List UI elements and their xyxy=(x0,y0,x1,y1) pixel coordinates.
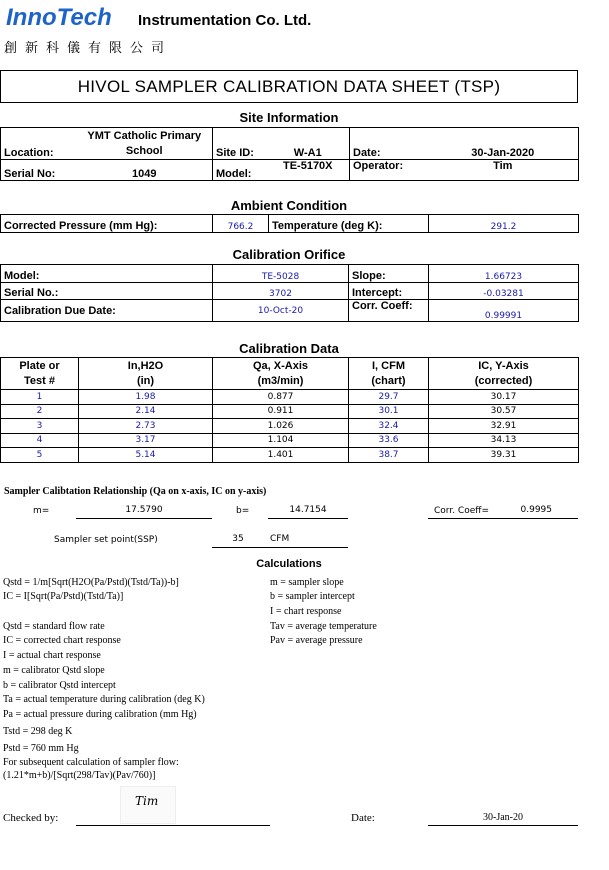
def-tstd: Tstd = 298 deg K xyxy=(3,726,73,737)
cell-inh2o: 2.73 xyxy=(79,419,213,434)
header-qa-unit: (m3/min) xyxy=(213,374,349,390)
header-in-unit: (in) xyxy=(79,374,213,390)
brand-logo: InnoTech xyxy=(6,4,112,31)
ssp-unit: CFM xyxy=(264,532,348,548)
cell-ic: 32.91 xyxy=(429,419,579,434)
serial-value: 1049 xyxy=(77,160,213,181)
orifice-serial-value: 3702 xyxy=(213,283,349,300)
location-value: YMT Catholic Primary School xyxy=(77,128,213,160)
calibration-due-label: Calibration Due Date: xyxy=(1,300,213,322)
b-label: b= xyxy=(236,506,250,516)
table-row xyxy=(1,390,579,405)
corrected-pressure-value: 766.2 xyxy=(213,215,269,233)
orifice-model-label: Model: xyxy=(1,265,213,283)
def-sampler-intercept: b = sampler intercept xyxy=(270,591,355,602)
cell-i: 30.1 xyxy=(349,404,429,419)
header-chart-unit: (chart) xyxy=(349,374,429,390)
checked-by-line xyxy=(76,825,270,826)
def-sampler-slope: m = sampler slope xyxy=(270,577,344,588)
def-tav: Tav = average temperature xyxy=(270,621,377,632)
orifice-corr-value: 0.99991 xyxy=(429,300,579,322)
calibration-orifice-table xyxy=(0,264,579,322)
m-value: 17.5790 xyxy=(76,503,212,519)
site-information-heading: Site Information xyxy=(239,110,339,125)
cell-i: 32.4 xyxy=(349,419,429,434)
ssp-label: Sampler set point(SSP) xyxy=(54,535,158,545)
relationship-corr-value: 0.9995 xyxy=(428,503,578,519)
company-name: Instrumentation Co. Ltd. xyxy=(138,12,312,29)
cell-ic: 30.57 xyxy=(429,404,579,419)
def-chart-response: I = chart response xyxy=(270,606,342,617)
ssp-value: 35 xyxy=(212,532,264,548)
formula-ic: IC = I[Sqrt(Pa/Pstd)(Tstd/Ta)] xyxy=(3,591,124,602)
def-b: b = calibrator Qstd intercept xyxy=(3,680,116,691)
cell-qa: 1.104 xyxy=(213,433,349,448)
calibration-data-heading: Calibration Data xyxy=(239,341,339,356)
relationship-corr-label: Corr. Coeff= xyxy=(434,506,489,516)
site-id-value: W-A1 xyxy=(267,128,350,160)
cell-test: 3 xyxy=(1,419,79,434)
subsequent-note: For subsequent calculation of sampler flow: xyxy=(3,757,179,768)
slope-value: 1.66723 xyxy=(429,265,579,283)
cell-i: 29.7 xyxy=(349,390,429,405)
temperature-value: 291.2 xyxy=(429,215,579,233)
cell-inh2o: 3.17 xyxy=(79,433,213,448)
header-test: Test # xyxy=(1,374,79,390)
calibration-orifice-heading: Calibration Orifice xyxy=(232,247,346,262)
operator-value: Tim xyxy=(428,160,579,181)
def-ic: IC = corrected chart response xyxy=(3,635,121,646)
def-i: I = actual chart response xyxy=(3,650,101,661)
temperature-label: Temperature (deg K): xyxy=(269,215,429,233)
header-corrected-unit: (corrected) xyxy=(429,374,579,390)
relationship-heading: Sampler Calibtation Relationship (Qa on x-axis, IC on y-axis) xyxy=(4,486,267,497)
calibration-data-table xyxy=(0,357,579,463)
cell-qa: 0.911 xyxy=(213,404,349,419)
intercept-value: -0.03281 xyxy=(429,283,579,300)
orifice-corr-label: Corr. Coeff: xyxy=(349,300,429,322)
cell-i: 38.7 xyxy=(349,448,429,463)
def-pav: Pav = average pressure xyxy=(270,635,363,646)
cell-i: 33.6 xyxy=(349,433,429,448)
cell-inh2o: 5.14 xyxy=(79,448,213,463)
formula-qstd: Qstd = 1/m[Sqrt(H2O(Pa/Pstd)(Tstd/Ta))-b] xyxy=(3,577,179,588)
cell-test: 2 xyxy=(1,404,79,419)
cell-qa: 1.401 xyxy=(213,448,349,463)
company-name-chinese: 創新科儀有限公司 xyxy=(4,41,173,56)
header-plate: Plate or xyxy=(1,358,79,374)
date-label: Date: xyxy=(350,128,428,160)
sheet-title: HIVOL SAMPLER CALIBRATION DATA SHEET (TSP) xyxy=(0,70,578,103)
header-ic: IC, Y-Axis xyxy=(429,358,579,374)
calculations-heading: Calculations xyxy=(256,558,322,570)
b-value: 14.7154 xyxy=(268,503,348,519)
cell-test: 5 xyxy=(1,448,79,463)
intercept-label: Intercept: xyxy=(349,283,429,300)
ambient-condition-heading: Ambient Condition xyxy=(230,198,348,213)
cell-qa: 1.026 xyxy=(213,419,349,434)
table-row xyxy=(1,448,579,463)
calibration-due-value: 10-Oct-20 xyxy=(213,300,349,322)
m-label: m= xyxy=(33,506,50,516)
def-m: m = calibrator Qstd slope xyxy=(3,665,105,676)
ambient-condition-table xyxy=(0,214,579,233)
checked-by-label: Checked by: xyxy=(3,812,59,824)
cell-test: 1 xyxy=(1,390,79,405)
cell-test: 4 xyxy=(1,433,79,448)
def-pstd: Pstd = 760 mm Hg xyxy=(3,743,79,754)
header-qa: Qa, X-Axis xyxy=(213,358,349,374)
def-qstd: Qstd = standard flow rate xyxy=(3,621,105,632)
signature-image: Tim xyxy=(120,786,176,824)
orifice-serial-label: Serial No.: xyxy=(1,283,213,300)
def-ta: Ta = actual temperature during calibration (deg K) xyxy=(3,694,205,705)
slope-label: Slope: xyxy=(349,265,429,283)
orifice-model-value: TE-5028 xyxy=(213,265,349,283)
cell-ic: 34.13 xyxy=(429,433,579,448)
site-information-table xyxy=(0,127,579,181)
def-pa: Pa = actual pressure during calibration (mm Hg) xyxy=(3,709,197,720)
date-value: 30-Jan-2020 xyxy=(428,128,579,160)
table-row xyxy=(1,404,579,419)
serial-label: Serial No: xyxy=(1,160,77,181)
model-value: TE-5170X xyxy=(267,160,350,181)
cell-inh2o: 2.14 xyxy=(79,404,213,419)
cell-ic: 30.17 xyxy=(429,390,579,405)
corrected-pressure-label: Corrected Pressure (mm Hg): xyxy=(1,215,213,233)
table-row xyxy=(1,419,579,434)
cell-inh2o: 1.98 xyxy=(79,390,213,405)
footer-date-label: Date: xyxy=(351,812,375,824)
cell-ic: 39.31 xyxy=(429,448,579,463)
operator-label: Operator: xyxy=(350,160,428,181)
table-row xyxy=(1,433,579,448)
model-label: Model: xyxy=(213,160,267,181)
header-i-cfm: I, CFM xyxy=(349,358,429,374)
cell-qa: 0.877 xyxy=(213,390,349,405)
footer-date-value: 30-Jan-20 xyxy=(428,810,578,826)
location-label: Location: xyxy=(1,128,77,160)
site-id-label: Site ID: xyxy=(213,128,267,160)
header-inh2o: In,H2O xyxy=(79,358,213,374)
sampler-flow-formula: (1.21*m+b)/[Sqrt(298/Tav)(Pav/760)] xyxy=(3,770,156,781)
